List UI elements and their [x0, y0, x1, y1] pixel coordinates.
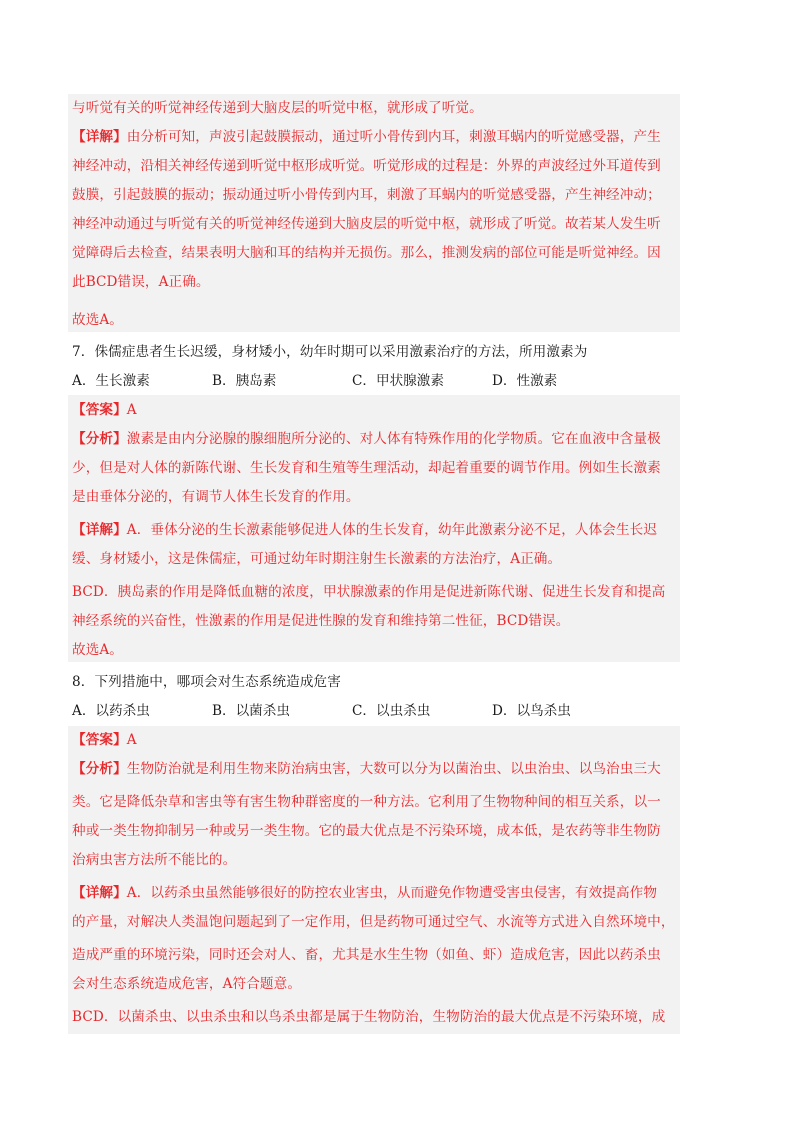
analysis-line: 治病虫害方法所不能比的。	[72, 852, 237, 868]
question-7-text: 7．侏儒症患者生长迟缓，身材矮小，幼年时期可以采用激素治疗的方法，所用激素为	[72, 344, 588, 360]
analysis-line: 种或一类生物抑制另一种或另一类生物。它的最大优点是不污染环境，成本低，是农药等非生物防	[72, 823, 661, 839]
detail-line: 鼓膜，引起鼓膜的振动；振动通过听小骨传到内耳，刺激了耳蜗内的听觉感受器，产生神经冲动；	[72, 187, 661, 203]
detail-line: 神经系统的兴奋性，性激素的作用是促进性腺的发育和维持第二性征，BCD错误。	[72, 613, 570, 629]
detail-line: BCD．胰岛素的作用是降低血糖的浓度，甲状腺激素的作用是促进新陈代谢、促进生长发育和提高	[72, 584, 666, 600]
conclusion-line: 故选A。	[72, 312, 123, 328]
conclusion-line: 故选A。	[72, 642, 123, 658]
question-8-options	[72, 701, 672, 721]
option-b: B．以菌杀虫	[212, 703, 290, 719]
option-c: C．以虫杀虫	[352, 703, 431, 719]
detail-tag: 【详解】	[72, 885, 127, 901]
detail-line: 【详解】A．以药杀虫虽然能够很好的防控农业害虫，从而避免作物遭受害虫侵害，有效提高作物	[72, 885, 658, 901]
option-a: A．生长激素	[72, 373, 150, 389]
option-b: B．胰岛素	[212, 373, 277, 389]
answer-tag: 【答案】	[72, 732, 127, 748]
detail-line: 神经冲动，沿相关神经传递到听觉中枢形成听觉。听觉形成的过程是：外界的声波经过外耳道传到	[72, 158, 661, 174]
detail-tag: 【详解】	[72, 522, 127, 538]
detail-line: BCD．以菌杀虫、以虫杀虫和以鸟杀虫都是属于生物防治，生物防治的最大优点是不污染环境，成	[72, 1009, 666, 1025]
detail-line: 会对生态系统造成危害，A符合题意。	[72, 976, 302, 992]
option-d: D．性激素	[492, 373, 558, 389]
question-7-options	[72, 371, 672, 391]
analysis-line: 是由垂体分泌的，有调节人体生长发育的作用。	[72, 489, 360, 505]
analysis-line: 【分析】激素是由内分泌腺的腺细胞所分泌的、对人体有特殊作用的化学物质。它在血液中含量极	[72, 431, 661, 447]
answer-line: 【答案】A	[72, 402, 137, 418]
detail-line: 缓、身材矮小，这是侏儒症，可通过幼年时期注射生长激素的方法治疗，A正确。	[72, 551, 562, 567]
answer-line: 【答案】A	[72, 732, 137, 748]
answer-tag: 【答案】	[72, 402, 127, 418]
analysis-tag: 【分析】	[72, 431, 127, 447]
detail-tag: 【详解】	[72, 129, 127, 145]
detail-line: 此BCD错误，A正确。	[72, 274, 210, 290]
detail-line: 【详解】A．垂体分泌的生长激素能够促进人体的生长发育，幼年此激素分泌不足，人体会生长迟	[72, 522, 658, 538]
option-c: C．甲状腺激素	[352, 373, 444, 389]
detail-line: 神经冲动通过与听觉有关的听觉神经传递到大脑皮层的听觉中枢，就形成了听觉。故若某人发生听	[72, 216, 661, 232]
detail-line: 造成严重的环境污染，同时还会对人、畜，尤其是水生生物（如鱼、虾）造成危害，因此以药杀虫	[72, 947, 661, 963]
analysis-line: 类。它是降低杂草和害虫等有害生物种群密度的一种方法。它利用了生物物种间的相互关系，以一	[72, 794, 661, 810]
question-8-text: 8．下列措施中，哪项会对生态系统造成危害	[72, 674, 341, 690]
option-a: A．以药杀虫	[72, 703, 150, 719]
detail-line: 觉障碍后去检查，结果表明大脑和耳的结构并无损伤。那么，推测发病的部位可能是听觉神经。因	[72, 245, 661, 261]
detail-line: 【详解】由分析可知，声波引起鼓膜振动，通过听小骨传到内耳，刺激耳蜗内的听觉感受器，产生	[72, 129, 661, 145]
option-d: D．以鸟杀虫	[492, 703, 571, 719]
detail-line: 的产量，对解决人类温饱问题起到了一定作用，但是药物可通过空气、水流等方式进入自然环境中，	[72, 914, 675, 930]
explanation-line: 与听觉有关的听觉神经传递到大脑皮层的听觉中枢，就形成了听觉。	[72, 100, 483, 116]
analysis-line: 【分析】生物防治就是利用生物来防治病虫害，大数可以分为以菌治虫、以虫治虫、以鸟治虫三大	[72, 761, 661, 777]
analysis-tag: 【分析】	[72, 761, 127, 777]
analysis-line: 少，但是对人体的新陈代谢、生长发育和生殖等生理活动，却起着重要的调节作用。例如生长激素	[72, 460, 661, 476]
